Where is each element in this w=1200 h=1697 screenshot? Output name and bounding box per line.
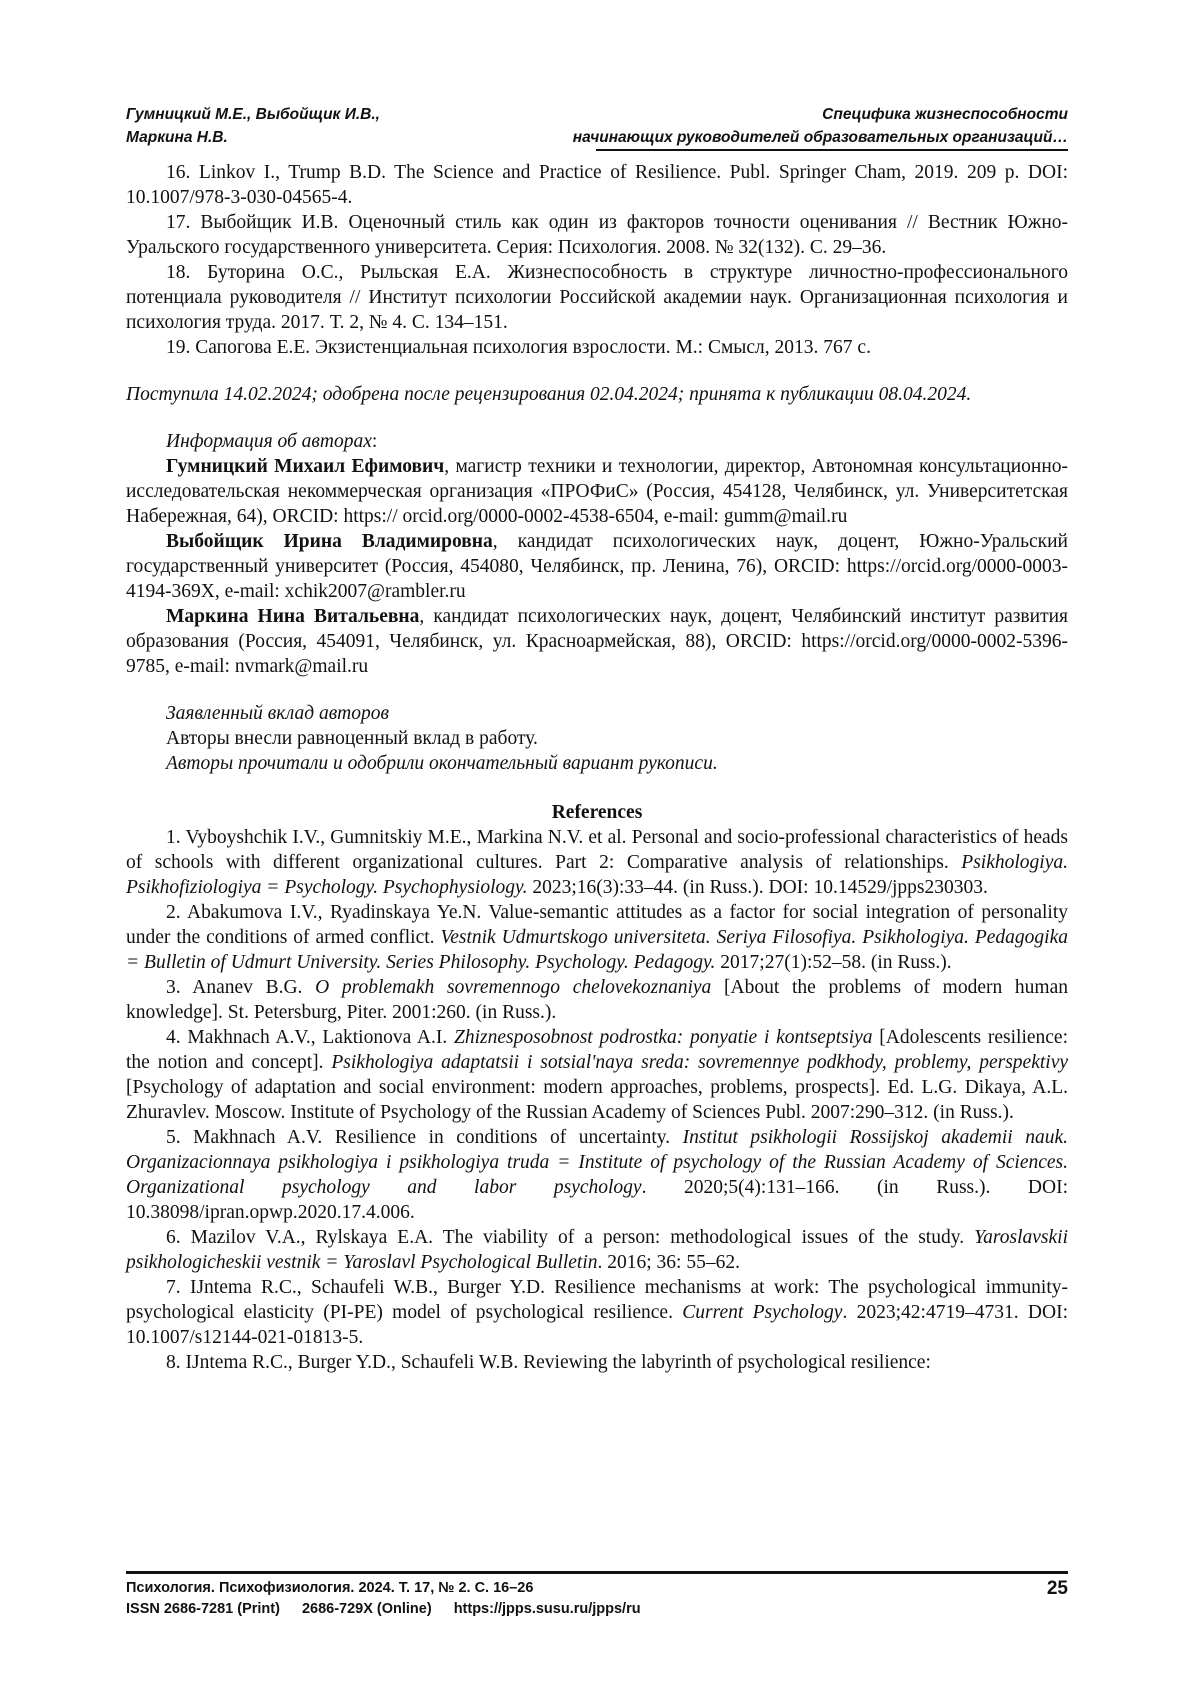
references-title: References <box>126 800 1068 825</box>
page-number: 25 <box>1047 1578 1068 1599</box>
ref-1-details: 2023;16(3):33–44. (in Russ.). DOI: 10.14529/jpps230303. <box>527 877 987 898</box>
ref-1-source: Psikhologiya. Psikhofiziologiya = Psychology. Psychophysiology. <box>126 852 1068 898</box>
authors-info-heading-text: Информация об авторах <box>166 431 372 452</box>
ref-5-source: Institut psikhologii Rossijskoj akademii nauk. Organizacionnaya psikhologiya i psikhologiya truda = Institute of psychology of the Russian Academy of Sciences. Organizational psychology and labor psychology <box>126 1127 1068 1198</box>
header-title-line1: Специфика жизнеспособности <box>822 104 1068 126</box>
reference-4 <box>126 1025 1068 1125</box>
ref-6-details: . 2016; 36: 55–62. <box>598 1252 740 1273</box>
ref-3-source: O problemakh sovremennogo chelovekoznaniya <box>315 977 711 998</box>
ref-7-source: Current Psychology <box>682 1302 842 1323</box>
author-3-details: , кандидат психологических наук, доцент, Челябинский институт развития образования (Россия, 454091, Челябинск, ул. Красноармейская, 88), ORCID: https://orcid.org/0000-0002-5396-9785, e-mail: nvmark@mail.ru <box>126 606 1068 677</box>
ru-ref-19: 19. Сапогова Е.Е. Экзистенциальная психология взрослости. М.: Смысл, 2013. 767 с. <box>126 335 1068 360</box>
ref-1-authors: 1. Vyboyshchik I.V., Gumnitskiy M.E., Markina N.V. et al. Personal and socio-professional characteristics of heads of schools with different organizational cultures. Part 2: Comparative analysis of relationships. <box>126 827 1068 873</box>
ru-ref-17: 17. Выбойщик И.В. Оценочный стиль как один из факторов точности оценивания // Вестник Южно-Уральского государственного университета. Серия: Психология. 2008. № 32(132). С. 29–36. <box>126 210 1068 260</box>
author-3-name: Маркина Нина Витальевна <box>166 606 419 627</box>
ref-6-source: Yaroslavskii psikhologicheskii vestnik = Yaroslavl Psychological Bulletin <box>126 1227 1068 1273</box>
author-1-name: Гумницкий Михаил Ефимович <box>166 456 444 477</box>
footer-journal: Психология. Психофизиология. 2024. Т. 17, № 2. С. 16–26 <box>126 1578 1068 1599</box>
footer-issn-print: ISSN 2686-7281 (Print) <box>126 1601 280 1617</box>
ref-2-source: Vestnik Udmurtskogo universiteta. Seriya Filosofiya. Psikhologiya. Pedagogika = Bulletin of Udmurt University. Series Philosophy. Psychology. Pedagogy. <box>126 927 1068 973</box>
ref-3-authors: 3. Ananev B.G. <box>166 977 315 998</box>
reference-2 <box>126 900 1068 975</box>
contribution-text: Авторы внесли равноценный вклад в работу. <box>126 726 1068 751</box>
ref-4-source-1: Zhiznesposobnost podrostka: ponyatie i kontseptsiya <box>454 1027 873 1048</box>
reference-6 <box>126 1225 1068 1275</box>
footer-issn-line <box>126 1599 1068 1620</box>
approval-text: Авторы прочитали и одобрили окончательный вариант рукописи. <box>126 751 1068 776</box>
ref-5-details: . 2020;5(4):131–166. (in Russ.). DOI: 10.38098/ipran.opwp.2020.17.4.006. <box>126 1177 1068 1223</box>
ref-3-details: [About the problems of modern human knowledge]. St. Petersburg, Piter. 2001:260. (in Russ.). <box>126 977 1068 1023</box>
received-dates: Поступила 14.02.2024; одобрена после рецензирования 02.04.2024; принята к публикации 08.04.2024. <box>126 382 1068 407</box>
ref-6-authors: 6. Mazilov V.A., Rylskaya E.A. The viability of a person: methodological issues of the study. <box>166 1227 974 1248</box>
authors-info-heading <box>126 429 1068 454</box>
ref-2-details: 2017;27(1):52–58. (in Russ.). <box>715 952 951 973</box>
ref-5-authors: 5. Makhnach A.V. Resilience in conditions of uncertainty. <box>166 1127 683 1148</box>
header-authors-line1: Гумницкий М.Е., Выбойщик И.В., <box>126 104 380 126</box>
heading-colon: : <box>372 431 377 452</box>
ref-7-details: . 2023;42:4719–4731. DOI: 10.1007/s12144-021-01813-5. <box>126 1302 1068 1348</box>
footer-url[interactable]: https://jpps.susu.ru/jpps/ru <box>454 1601 641 1617</box>
ref-4-details: [Psychology of adaptation and social environment: modern approaches, problems, prospects]. Ed. L.G. Dikaya, A.L. Zhuravlev. Moscow. Institute of Psychology of the Russian Academy of Sciences Publ. 2007:290–312. (in Russ.). <box>126 1077 1068 1123</box>
article-body <box>126 160 1068 1375</box>
reference-5 <box>126 1125 1068 1225</box>
journal-page <box>0 0 1200 1697</box>
author-1-details: , магистр техники и технологии, директор, Автономная консультационно-исследовательская некоммерческая организация «ПРОФиС» (Россия, 454128, Челябинск, ул. Университетская Набережная, 64), ORCID: https:// orcid.org/0000-0002-4538-6504, e-mail: gumm@mail.ru <box>126 456 1068 527</box>
ref-4-authors: 4. Makhnach A.V., Laktionova A.I. <box>166 1027 454 1048</box>
ref-2-authors: 2. Abakumova I.V., Ryadinskaya Ye.N. Value-semantic attitudes as a factor for social integration of personality under the conditions of armed conflict. <box>126 902 1068 948</box>
ru-ref-16: 16. Linkov I., Trump B.D. The Science and Practice of Resilience. Publ. Springer Cham, 2019. 209 p. DOI: 10.1007/978-3-030-04565-4. <box>126 160 1068 210</box>
header-title-line2: начинающих руководителей образовательных организаций… <box>573 127 1068 149</box>
ru-ref-18: 18. Буторина О.С., Рыльская Е.А. Жизнеспособность в структуре личностно-профессионального потенциала руководителя // Институт психологии Российской академии наук. Организационная психология и психология труда. 2017. Т. 2, № 4. С. 134–151. <box>126 260 1068 335</box>
ref-4-translation-1: [Adolescents resilience: the notion and concept]. <box>126 1027 1068 1073</box>
header-rule <box>596 149 1068 151</box>
reference-1 <box>126 825 1068 900</box>
author-2-details: , кандидат психологических наук, доцент, Южно-Уральский государственный университет (Россия, 454080, Челябинск, пр. Ленина, 76), ORCID: https://orcid.org/0000-0003-4194-369X, e-mail: xchik2007@rambler.ru <box>126 531 1068 602</box>
reference-3 <box>126 975 1068 1025</box>
reference-7 <box>126 1275 1068 1350</box>
reference-8 <box>126 1350 1068 1375</box>
footer-issn-online: 2686-729X (Online) <box>302 1601 432 1617</box>
author-1 <box>126 454 1068 529</box>
footer-rule <box>126 1571 1068 1574</box>
ref-7-authors: 7. IJntema R.C., Schaufeli W.B., Burger Y.D. Resilience mechanisms at work: The psychological immunity-psychological elasticity (PI-PE) model of psychological resilience. <box>126 1277 1068 1323</box>
author-2 <box>126 529 1068 604</box>
page-footer <box>126 1578 1068 1620</box>
contribution-heading: Заявленный вклад авторов <box>126 701 1068 726</box>
author-2-name: Выбойщик Ирина Владимировна <box>166 531 493 552</box>
header-authors-line2: Маркина Н.В. <box>126 127 228 149</box>
ref-4-source-2: Psikhologiya adaptatsii i sotsial'naya sreda: sovremennye podkhody, problemy, perspektivy <box>331 1052 1068 1073</box>
author-3 <box>126 604 1068 679</box>
ref-8-authors: 8. IJntema R.C., Burger Y.D., Schaufeli W.B. Reviewing the labyrinth of psychological resilience: <box>166 1352 931 1373</box>
